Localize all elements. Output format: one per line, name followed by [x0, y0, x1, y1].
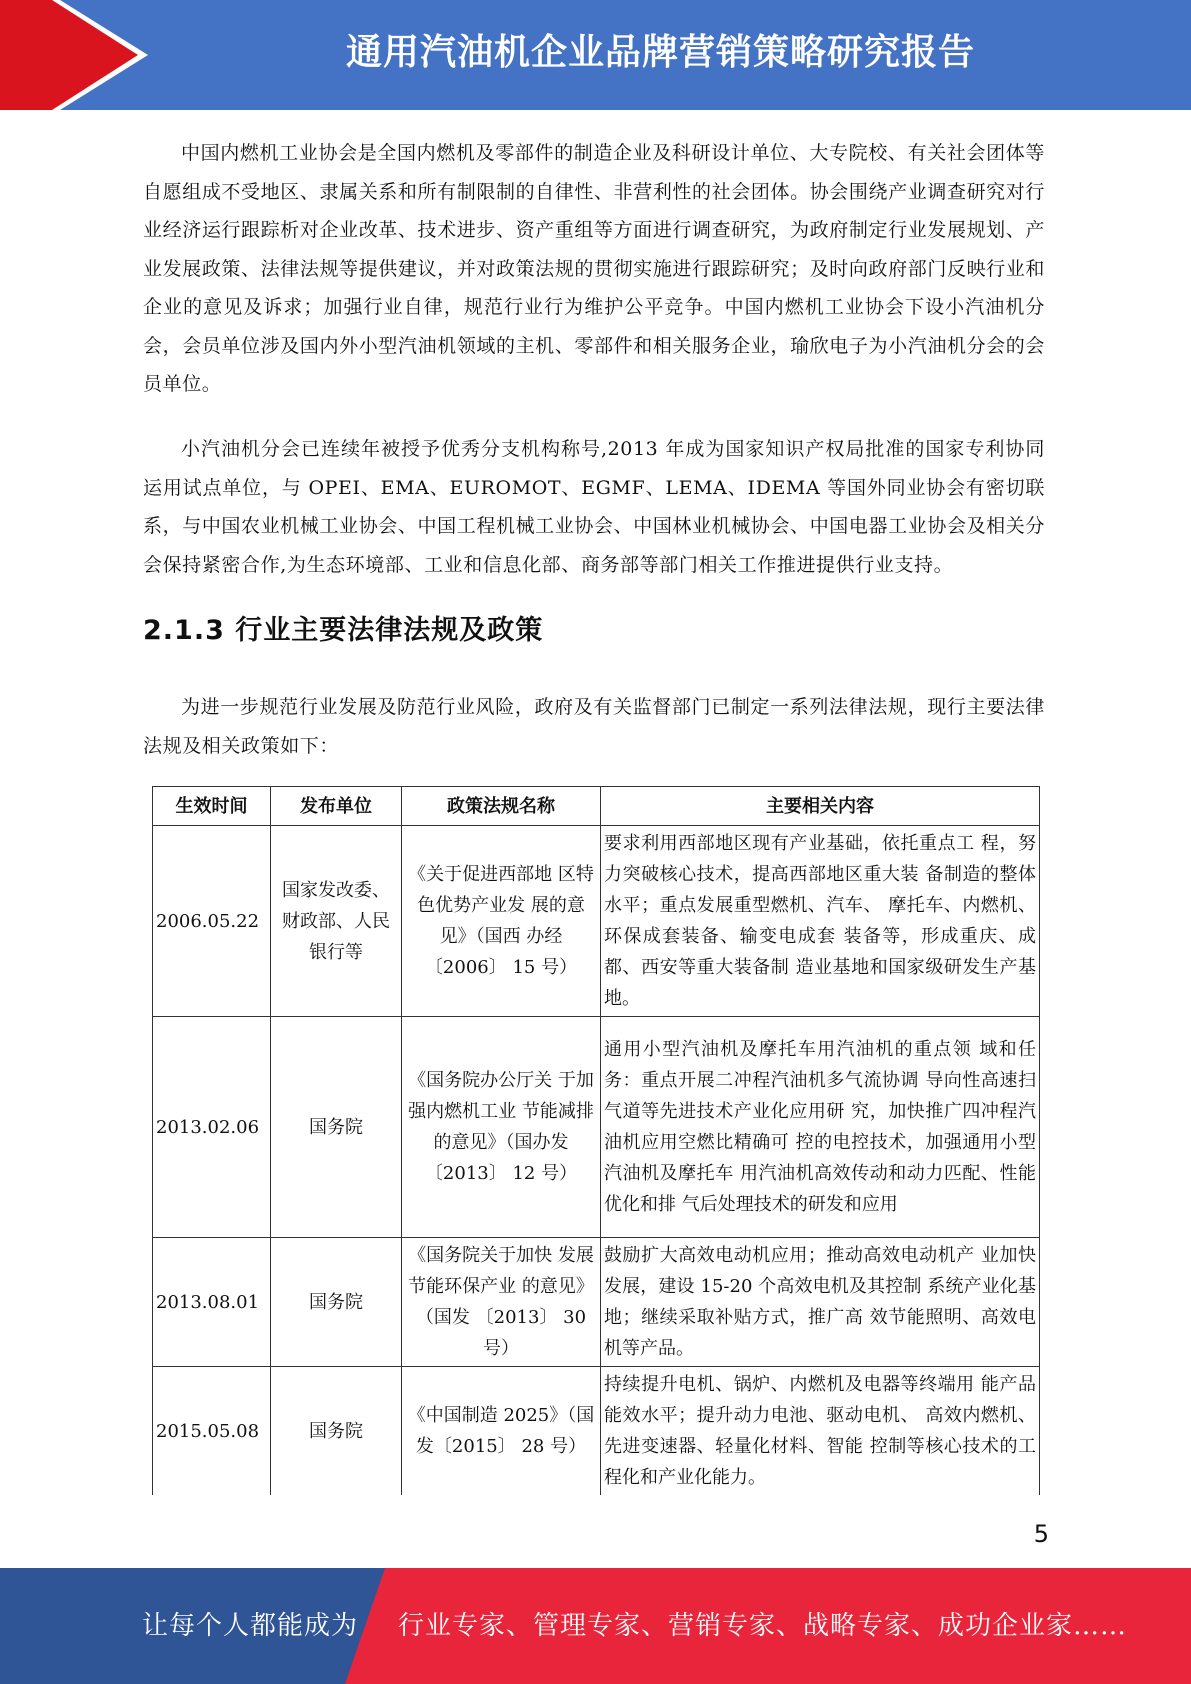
cell-date: 2013.08.01 [153, 1238, 271, 1367]
footer-slogan-right: 行业专家、管理专家、营销专家、战略专家、成功企业家…… [398, 1611, 1128, 1641]
table-row [153, 826, 1040, 1017]
cell-policy-name: 《关于促进西部地 区特色优势产业发 展的意见》（国西 办经〔2006〕 15 号） [402, 826, 601, 1017]
table-row [153, 1017, 1040, 1238]
cell-content: 通用小型汽油机及摩托车用汽油机的重点领 域和任务：重点开展二冲程汽油机多气流协调 导向性高速扫气道等先进技术产业化应用研 究，加快推广四冲程汽油机应用空燃比精确可 控的电控技术，加强通用小型汽油机及摩托车 用汽油机高效传动和动力匹配、性能优化和排 气后处理技术的研发和应用 [601, 1017, 1040, 1238]
page-header [0, 0, 1191, 110]
cell-issuer: 国务院 [271, 1017, 402, 1238]
footer-slogan-left: 让每个人都能成为 [142, 1611, 359, 1641]
page-footer [0, 1568, 1191, 1684]
cell-date: 2015.05.08 [153, 1367, 271, 1496]
cell-policy-name: 《国务院办公厅关 于加强内燃机工业 节能减排的意见》（国办发〔2013〕 12 号） [402, 1017, 601, 1238]
header-chevron-decoration [0, 0, 160, 110]
page-number: 5 [1033, 1520, 1049, 1548]
header-effective-date: 生效时间 [153, 787, 271, 826]
report-title: 通用汽油机企业品牌营销策略研究报告 [345, 32, 975, 73]
cell-policy-name: 《国务院关于加快 发展节能环保产业 的意见》（国发 〔2013〕 30 号） [402, 1238, 601, 1367]
cell-issuer: 国务院 [271, 1238, 402, 1367]
table-row [153, 1238, 1040, 1367]
cell-policy-name: 《中国制造 2025》（国发〔2015〕 28 号） [402, 1367, 601, 1496]
cell-date: 2013.02.06 [153, 1017, 271, 1238]
cell-content: 鼓励扩大高效电动机应用；推动高效电动机产 业加快发展，建设 15-20 个高效电机及其控制 系统产业化基地；继续采取补贴方式，推广高 效节能照明、高效电机等产品。 [601, 1238, 1040, 1367]
cell-content: 持续提升电机、锅炉、内燃机及电器等终端用 能产品能效水平；提升动力电池、驱动电机、 高效内燃机、先进变速器、轻量化材料、智能 控制等核心技术的工程化和产业化能力。 [601, 1367, 1040, 1496]
header-main-content: 主要相关内容 [601, 787, 1040, 826]
section-heading: 2.1.3 行业主要法律法规及政策 [143, 615, 544, 646]
cell-issuer: 国家发改委、财政部、人民银行等 [271, 826, 402, 1017]
cell-content: 要求利用西部地区现有产业基础，依托重点工 程，努力突破核心技术，提高西部地区重大装 备制造的整体水平；重点发展重型燃机、汽车、 摩托车、内燃机、环保成套装备、输变电成套 装备等，形成重庆、成都、西安等重大装备制 造业基地和国家级研发生产基地。 [601, 826, 1040, 1017]
paragraph-regulations-intro: 为进一步规范行业发展及防范行业风险，政府及有关监督部门已制定一系列法律法规，现行主要法律法规及相关政策如下： [143, 696, 1045, 757]
policy-table [152, 786, 1040, 1495]
cell-issuer: 国务院 [271, 1367, 402, 1496]
header-issuer: 发布单位 [271, 787, 402, 826]
cell-date: 2006.05.22 [153, 826, 271, 1017]
paragraph-small-engine-branch: 小汽油机分会已连续年被授予优秀分支机构称号,2013 年成为国家知识产权局批准的国家专利协同运用试点单位，与 OPEI、EMA、EUROMOT、EGMF、LEMA、IDEMA 等国外同业协会有密切联系，与中国农业机械工业协会、中国工程机械工业协会、中国林业机械协会、中国电器工业协会及相关分会保持紧密合作,为生态环境部、工业和信息化部、商务部等部门相关工作推进提供行业支持。 [143, 438, 1045, 576]
paragraph-association-intro: 中国内燃机工业协会是全国内燃机及零部件的制造企业及科研设计单位、大专院校、有关社会团体等自愿组成不受地区、隶属关系和所有制限制的自律性、非营利性的社会团体。协会围绕产业调查研究对行业经济运行跟踪析对企业改革、技术进步、资产重组等方面进行调查研究，为政府制定行业发展规划、产业发展政策、法律法规等提供建议，并对政策法规的贯彻实施进行跟踪研究；及时向政府部门反映行业和企业的意见及诉求；加强行业自律，规范行业行为维护公平竞争。中国内燃机工业协会下设小汽油机分会，会员单位涉及国内外小型汽油机领域的主机、零部件和相关服务企业，瑜欣电子为小汽油机分会的会员单位。 [143, 142, 1045, 395]
table-header-row [153, 787, 1040, 826]
header-policy-name: 政策法规名称 [402, 787, 601, 826]
table-row [153, 1367, 1040, 1496]
